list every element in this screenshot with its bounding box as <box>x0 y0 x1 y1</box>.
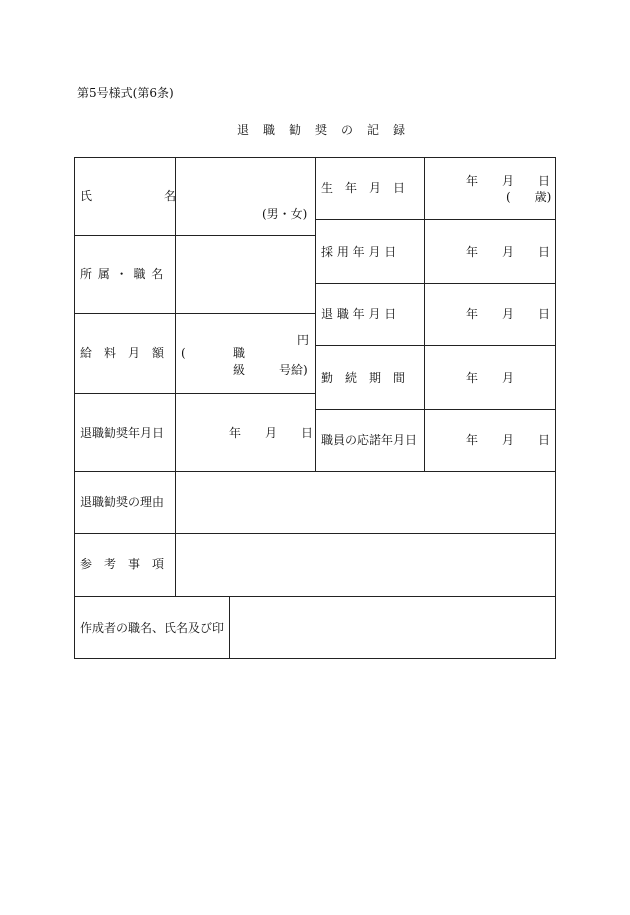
gender-note: (男・女) <box>262 207 308 221</box>
salary-label: 給 料 月 額 <box>80 346 165 360</box>
table-border-right <box>555 157 556 659</box>
affiliation-label: 所 属 ・ 職 名 <box>80 267 165 281</box>
table-divider <box>74 393 316 394</box>
service-value[interactable]: 年 月 <box>466 371 515 385</box>
table-divider <box>315 409 556 410</box>
birth-label: 生 年 月 日 <box>321 181 406 195</box>
retire-value[interactable]: 年 月 日 <box>466 307 551 321</box>
salary-yen: 円 <box>297 333 310 347</box>
retire-rec-date-value[interactable]: 年 月 日 <box>229 426 314 440</box>
table-border-bottom <box>74 658 556 659</box>
table-divider <box>424 157 425 471</box>
birth-date[interactable]: 年 月 日 <box>466 174 551 188</box>
hire-label: 採 用 年 月 日 <box>321 245 397 259</box>
reason-field[interactable] <box>176 472 555 533</box>
service-label: 勤 続 期 間 <box>321 371 406 385</box>
name-label: 氏 名 <box>80 189 177 203</box>
table-divider <box>315 283 556 284</box>
hire-value[interactable]: 年 月 日 <box>466 245 551 259</box>
table-divider <box>315 219 556 220</box>
consent-value[interactable]: 年 月 日 <box>466 433 551 447</box>
table-divider <box>74 313 316 314</box>
affiliation-field[interactable] <box>176 236 315 313</box>
table-divider <box>315 157 316 471</box>
table-border-left <box>74 157 75 659</box>
name-field[interactable] <box>176 158 315 202</box>
salary-paren: ( <box>181 346 186 360</box>
table-divider <box>315 345 556 346</box>
notes-label: 参 考 事 項 <box>80 557 165 571</box>
preparer-label: 作成者の職名、氏名及び印 <box>80 621 225 635</box>
form-title: 退 職 勧 奨 の 記 録 <box>237 123 407 137</box>
salary-shoku: 職 <box>233 346 246 360</box>
salary-kyu: 級 <box>233 363 246 377</box>
retire-rec-date-label: 退職勧奨年月日 <box>80 426 165 440</box>
notes-field[interactable] <box>176 534 555 596</box>
consent-label: 職員の応諾年月日 <box>321 433 418 447</box>
form-number: 第5号様式(第6条) <box>77 86 174 100</box>
preparer-field[interactable] <box>230 597 555 658</box>
retire-label: 退 職 年 月 日 <box>321 307 397 321</box>
birth-age[interactable]: ( 歳) <box>506 190 552 204</box>
reason-label: 退職勧奨の理由 <box>80 495 165 509</box>
salary-gokyu: 号給) <box>279 363 308 377</box>
